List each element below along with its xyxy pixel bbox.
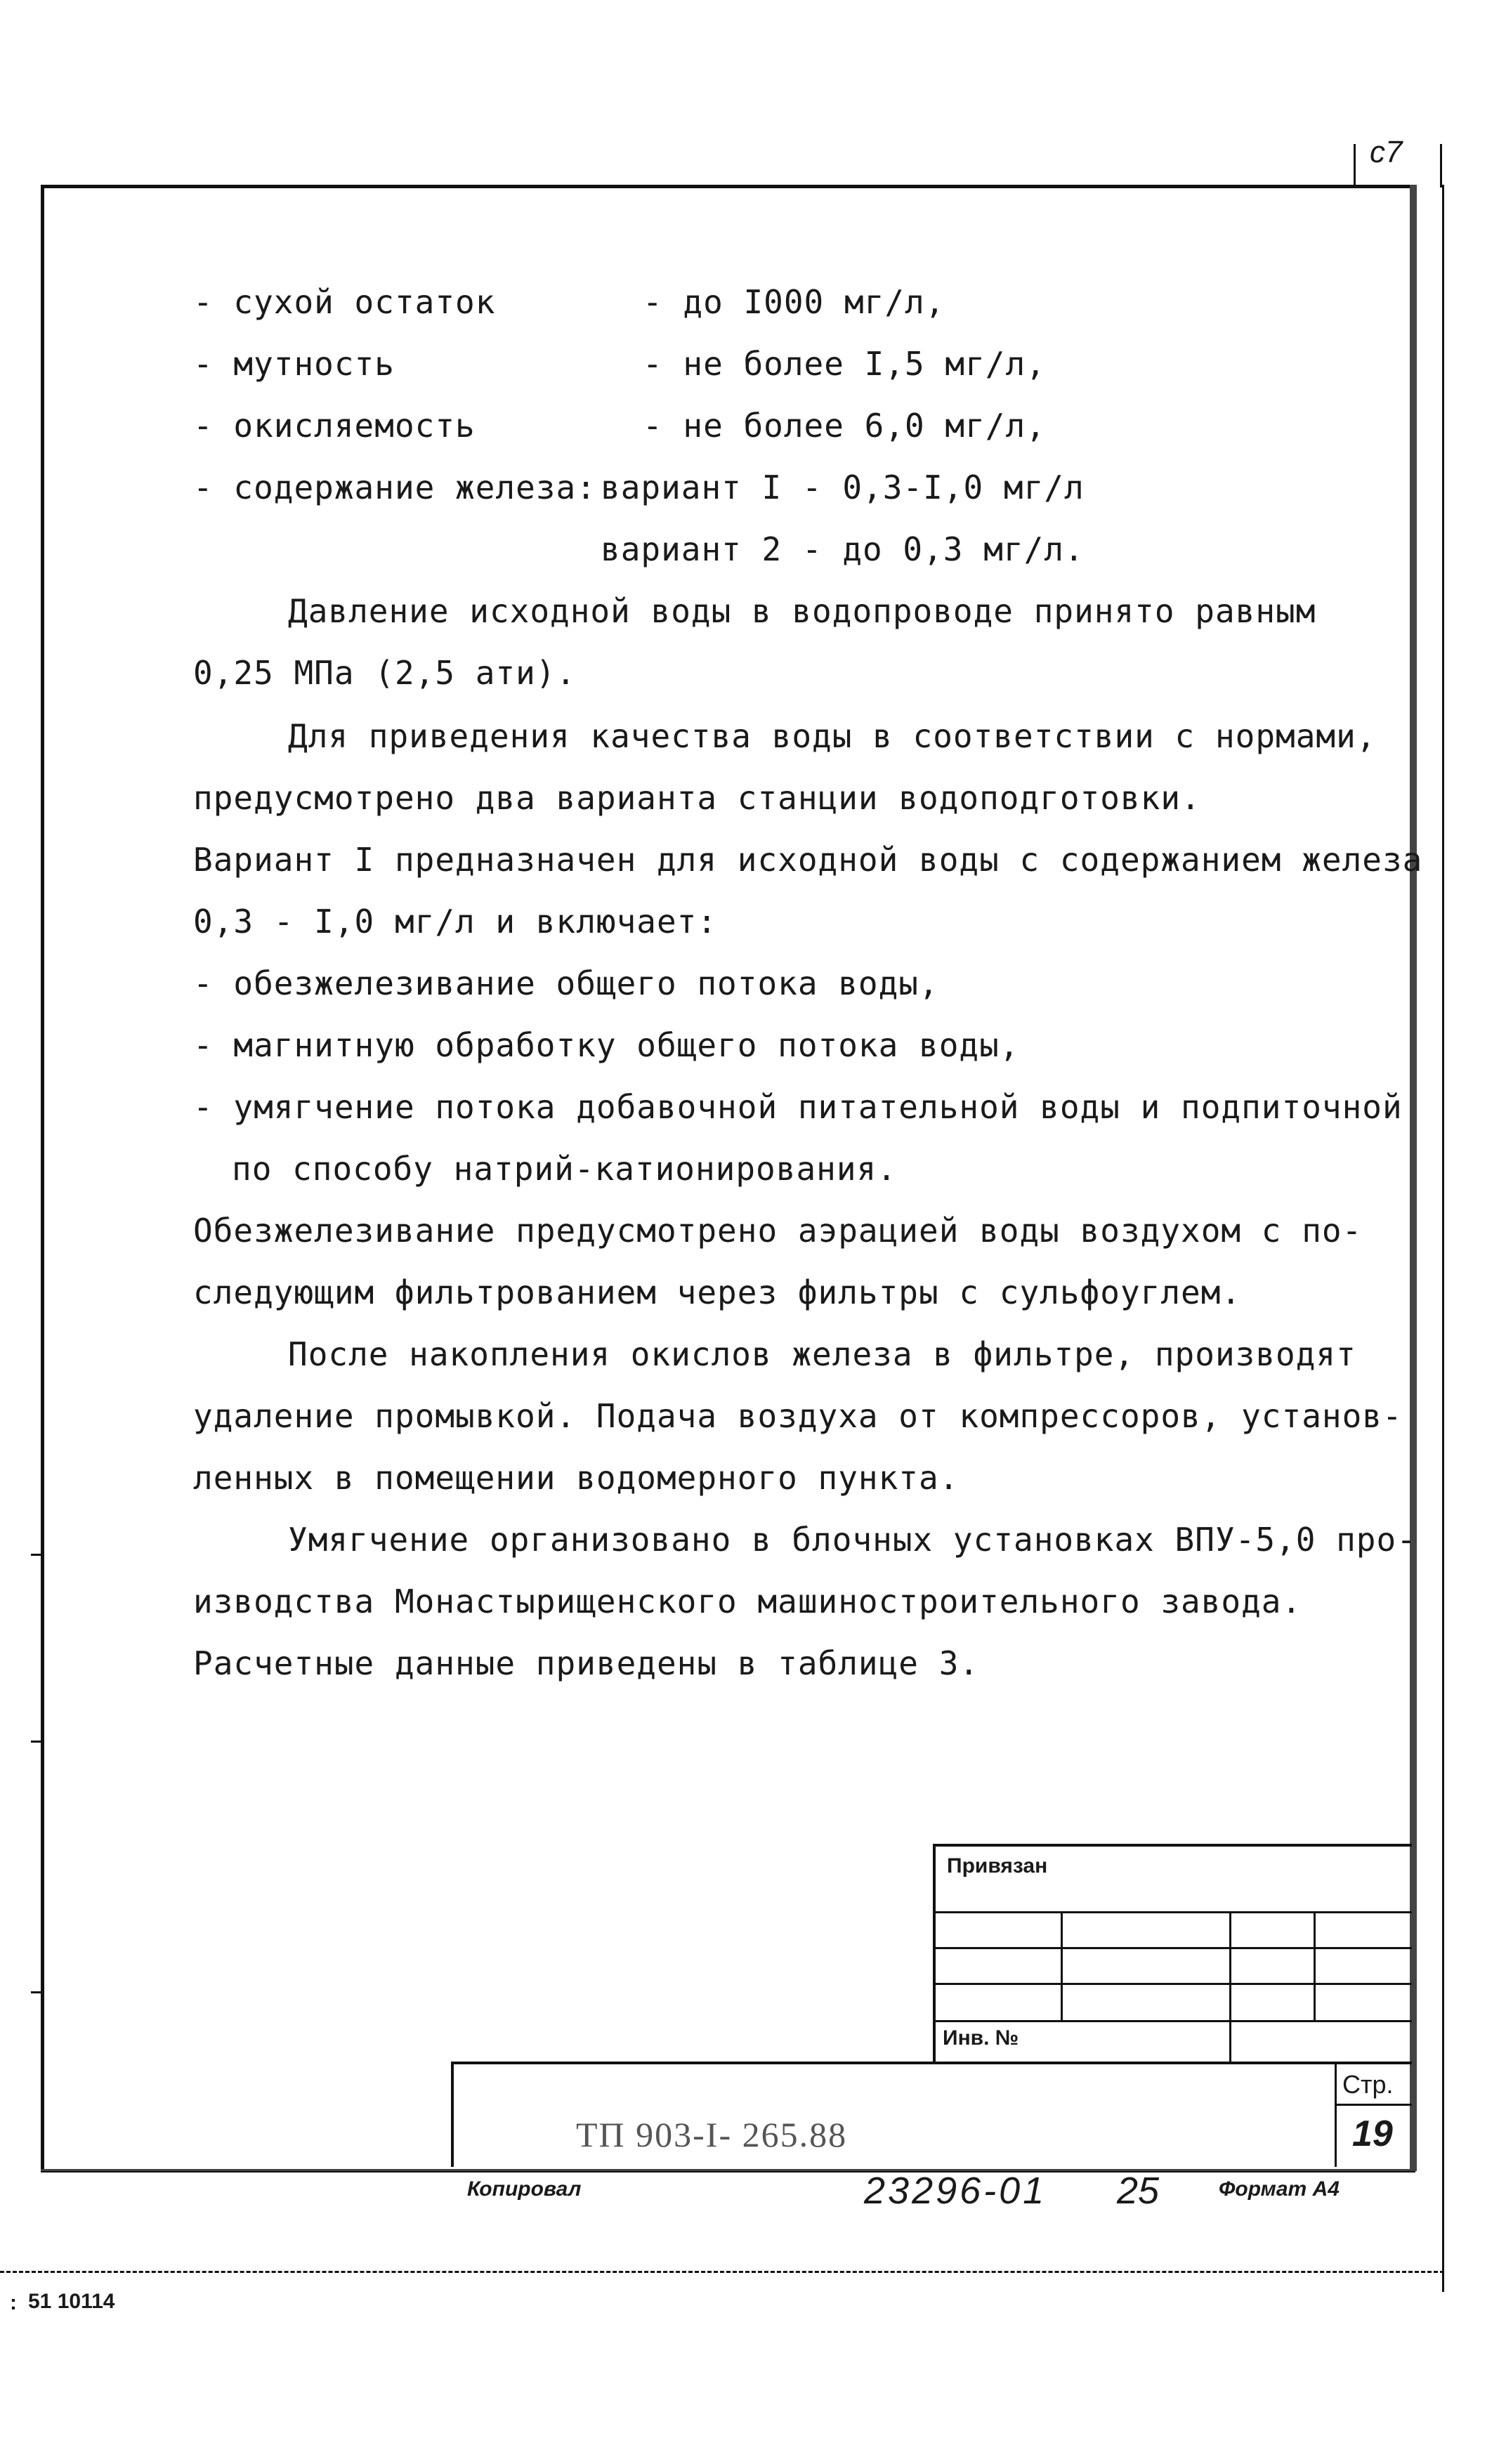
text-line: Для приведения качества воды в соответствии с нормами, — [288, 717, 1377, 755]
text-line: Давление исходной воды в водопроводе принято равным — [288, 592, 1316, 630]
stamp-row-line — [933, 1911, 1412, 1913]
kopiroval-label: Копировал — [467, 2177, 582, 2201]
text-line: - магнитную обработку общего потока воды, — [193, 1026, 1020, 1064]
frame-right-shadow — [1410, 185, 1417, 2171]
text-line: Умягчение организовано в блочных установках ВПУ-5,0 про- — [288, 1521, 1417, 1559]
param-value: - не более 6,0 мг/л, — [643, 407, 1046, 445]
text-line: После накопления окислов железа в фильтре, производят — [288, 1335, 1356, 1373]
page-mark-tick — [1354, 144, 1356, 188]
page-mark: с7 — [1370, 135, 1403, 169]
text-line: удаление промывкой. Подача воздуха от компрессоров, установ- — [193, 1397, 1403, 1435]
print-code-dots: : — [10, 2291, 17, 2314]
cut-line — [0, 2271, 1444, 2273]
param-value: вариант 2 - до 0,3 мг/л. — [601, 530, 1085, 568]
sheet-number: 19 — [1352, 2114, 1393, 2154]
param-label: - содержание железа: — [193, 468, 596, 506]
text-line: - обезжелезивание общего потока воды, — [193, 964, 939, 1002]
text-line: Обезжелезивание предусмотрено аэрацией воды воздухом с по- — [193, 1212, 1363, 1250]
stamp-row-line — [933, 1947, 1412, 1949]
stamp-row-line — [933, 2020, 1412, 2022]
text-line: предусмотрено два варианта станции водоподготовки. — [193, 779, 1201, 817]
text-line: 0,25 МПа (2,5 ати). — [193, 654, 577, 692]
print-code: 51 10114 — [28, 2290, 115, 2313]
text-line: изводства Монастырищенского машиностроительного завода. — [193, 1582, 1302, 1620]
text-line: по способу натрий-катионирования. — [232, 1150, 897, 1188]
text-line: ленных в помещении водомерного пункта. — [193, 1459, 960, 1497]
stamp-row-line — [933, 1983, 1412, 1985]
title-block-left — [451, 2062, 454, 2167]
param-label: - окисляемость — [193, 407, 476, 445]
sheet-cell-left — [1335, 2062, 1337, 2167]
handwritten-sheet: 25 — [1117, 2170, 1160, 2212]
param-label: - мутность — [193, 345, 395, 383]
inv-no-label: Инв. № — [943, 2026, 1019, 2050]
stamp-border — [933, 1844, 936, 2063]
text-line: - умягчение потока добавочной питательной воды и подпиточной — [193, 1088, 1403, 1126]
text-line: следующим фильтрованием через фильтры с сульфоуглем. — [193, 1273, 1242, 1311]
param-value: вариант I - 0,3-I,0 мг/л — [601, 468, 1085, 506]
param-value: - не более I,5 мг/л, — [643, 345, 1046, 383]
text-line: Расчетные данные приведены в таблице 3. — [193, 1644, 980, 1682]
sheet-cell-divider — [1335, 2104, 1412, 2106]
stamp-col-line — [1061, 1911, 1063, 2020]
text-line: Вариант I предназначен для исходной воды с содержанием железа — [193, 841, 1423, 879]
stamp-col-line — [1229, 1911, 1231, 2063]
text-line: 0,3 - I,0 мг/л и включает: — [193, 903, 718, 941]
privyazan-label: Привязан — [947, 1854, 1048, 1878]
title-block-top — [451, 2062, 1412, 2064]
margin-tick — [31, 1991, 42, 1993]
stamp-border — [933, 1844, 1412, 1847]
margin-tick — [31, 1554, 42, 1556]
stamp-col-line — [1314, 1911, 1316, 2020]
format-label: Формат А4 — [1219, 2177, 1340, 2201]
document-code: ТП 903-I- 265.88 — [576, 2115, 848, 2154]
outer-right-line — [1442, 185, 1444, 2292]
handwritten-number: 23296-01 — [864, 2170, 1047, 2212]
margin-tick — [31, 1741, 42, 1743]
page-mark-edge — [1440, 144, 1442, 188]
param-value: - до I000 мг/л, — [643, 283, 945, 321]
sheet-label: Стр. — [1342, 2070, 1394, 2099]
param-label: - сухой остаток — [193, 283, 496, 321]
frame-bottom-shadow — [41, 2169, 1414, 2171]
